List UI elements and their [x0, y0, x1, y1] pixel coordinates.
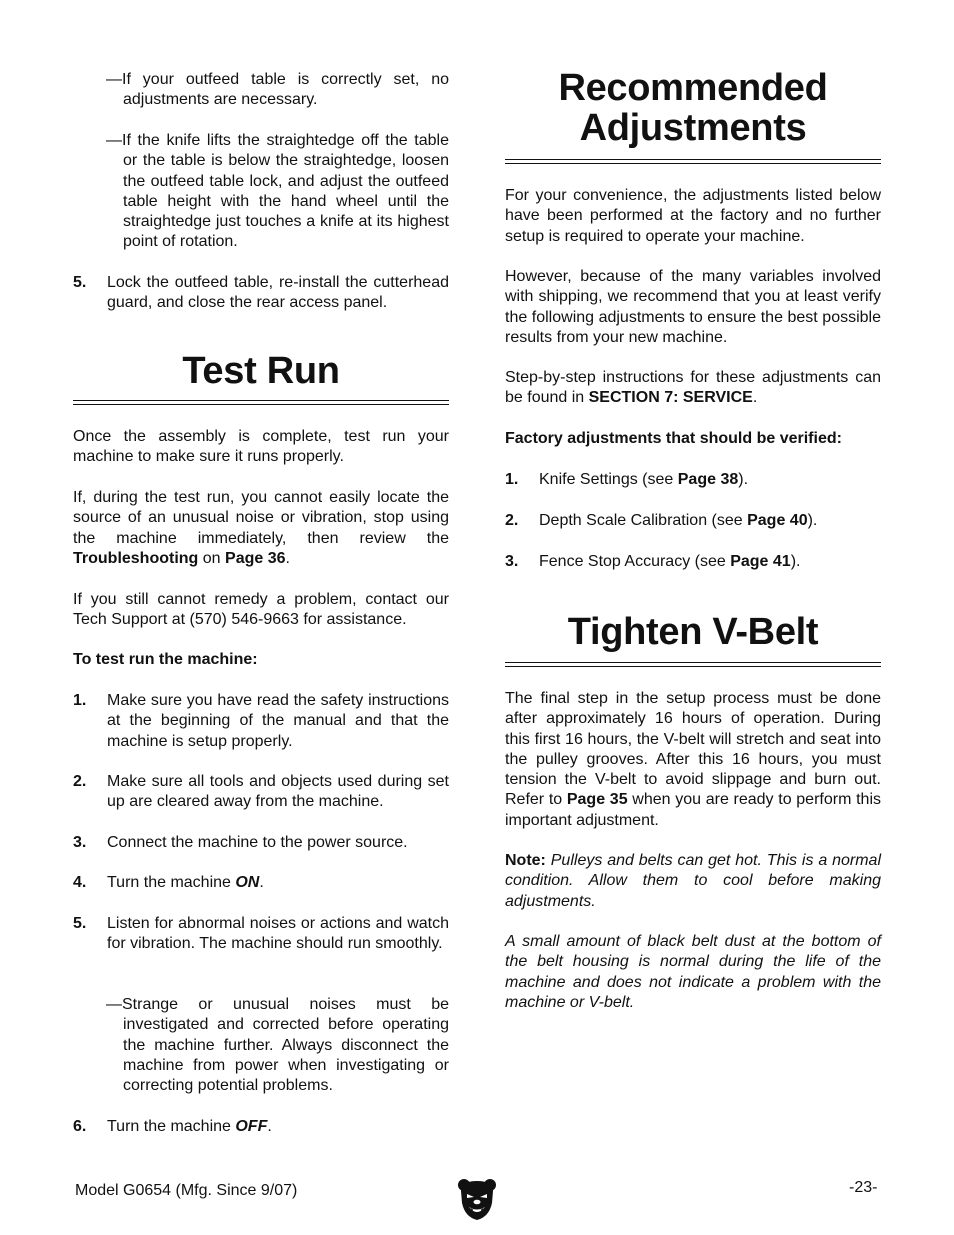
- note-label: Note:: [505, 852, 546, 869]
- item-number: 2.: [505, 512, 519, 529]
- section-rule: [505, 159, 881, 164]
- page-ref: Page 38: [677, 471, 739, 488]
- strange-noises-note: —Strange or unusual noises must be investigated and corrected before operating the machine further. Always disconnect the machine from power when investigating or correcting potential problems.: [106, 996, 449, 1095]
- text: .: [259, 874, 264, 891]
- test-step-6: [73, 1117, 449, 1137]
- step-text: Listen for abnormal noises or actions and watch for vibration. The machine should run smoothly.: [107, 915, 449, 953]
- step-number: 5.: [73, 274, 87, 291]
- test-run-subhead: To test run the machine:: [73, 651, 258, 668]
- step-text: Turn the machine: [107, 1118, 236, 1135]
- step-text: Make sure all tools and objects used during set up are cleared away from the machine.: [107, 773, 449, 811]
- note-text: Pulleys and belts can get hot. This is a normal condition. Allow them to cool before making adjustments.: [505, 852, 881, 910]
- step-5-lock: [73, 273, 449, 314]
- adjustment-item-3: [505, 552, 881, 572]
- footer-page-number: -23-: [849, 1179, 878, 1196]
- test-run-intro: Once the assembly is complete, test run your machine to make sure it runs properly.: [73, 428, 449, 466]
- adjustments-instructions: [505, 368, 881, 409]
- adjustments-intro: For your convenience, the adjustments listed below have been performed at the factory and no further setup is required to operate your machine.: [505, 187, 881, 245]
- footer-model: Model G0654 (Mfg. Since 9/07): [75, 1182, 298, 1199]
- heading-line-1: Recommended: [558, 67, 828, 109]
- bear-head-logo-icon: [457, 1177, 497, 1221]
- step-number: 2.: [73, 773, 87, 790]
- text: when you are ready to perform this important adjustment.: [505, 791, 882, 829]
- page-ref: Page 41: [730, 553, 791, 570]
- test-step-4: [73, 873, 449, 893]
- text: .: [267, 1118, 272, 1135]
- text: ).: [790, 553, 801, 570]
- step-text: Turn the machine: [107, 874, 236, 891]
- outfeed-adjust-note: —If the knife lifts the straightedge off the table or the table is below the straightedge, loosen the outfeed table lock, and adjust the outfeed table height with the hand wheel until the straightedge just touches a knife at its highest point of rotation.: [106, 132, 449, 251]
- tech-support-paragraph: If you still cannot remedy a problem, contact our Tech Support at (570) 546-9663 for assistance.: [73, 591, 449, 629]
- adjustments-variables: However, because of the many variables involved with shipping, we recommend that you at least verify the following adjustments to ensure the best possible results from your new machine.: [505, 268, 881, 346]
- test-step-5: [73, 914, 449, 955]
- step-number: 4.: [73, 874, 87, 891]
- recommended-adjustments-heading: [505, 68, 881, 148]
- text: .: [752, 389, 758, 407]
- section-rule: [505, 662, 881, 667]
- section-rule: [73, 400, 449, 405]
- step-text: Lock the outfeed table, re-install the cutterhead guard, and close the rear access panel.: [107, 274, 449, 312]
- page-ref: Page 35: [566, 791, 628, 809]
- vbelt-paragraph: [505, 689, 881, 831]
- page-ref: Page 40: [747, 512, 808, 529]
- heading-line-2: Adjustments: [579, 107, 807, 149]
- adjustment-item-2: [505, 511, 881, 531]
- adjustment-item-1: [505, 470, 881, 490]
- item-number: 3.: [505, 553, 519, 570]
- page-ref: Page 36: [225, 549, 286, 567]
- test-step-2: [73, 772, 449, 813]
- troubleshooting-ref: Troubleshooting: [73, 549, 199, 567]
- section-ref: SECTION 7: SERVICE: [588, 389, 753, 407]
- on-label: ON: [235, 874, 260, 891]
- text: ).: [807, 512, 818, 529]
- text: The final step in the setup process must be done after approximately 16 hours of operation. During this first 16 hours, the V-belt will stretch and seat into the pulley grooves. After this 16 hours, you must tension the V-belt to avoid slippage and burn out. Refer to: [505, 690, 881, 809]
- test-step-1: [73, 691, 449, 752]
- text: ).: [738, 471, 749, 488]
- text: .: [285, 549, 290, 567]
- outfeed-correct-note: —If your outfeed table is correctly set, no adjustments are necessary.: [106, 71, 449, 109]
- item-text: Depth Scale Calibration (see: [539, 512, 748, 529]
- step-text: Make sure you have read the safety instructions at the beginning of the manual and that the machine is setup properly.: [107, 692, 449, 750]
- text: If, during the test run, you cannot easily locate the source of an unusual noise or vibration, stop using the machine immediately, then review the: [73, 489, 449, 547]
- step-number: 6.: [73, 1118, 87, 1135]
- step-number: 1.: [73, 692, 87, 709]
- test-run-troubleshooting: [73, 488, 449, 569]
- pulley-note: [505, 851, 881, 912]
- item-text: Knife Settings (see: [539, 471, 678, 488]
- text: on: [198, 549, 226, 567]
- test-run-heading: Test Run: [182, 350, 340, 392]
- test-step-3: [73, 833, 449, 853]
- item-number: 1.: [505, 471, 519, 488]
- item-text: Fence Stop Accuracy (see: [539, 553, 731, 570]
- off-label: OFF: [235, 1118, 268, 1135]
- tighten-vbelt-heading: Tighten V-Belt: [567, 611, 819, 653]
- step-text: Connect the machine to the power source.: [107, 834, 408, 851]
- factory-adjustments-subhead: Factory adjustments that should be verified:: [505, 430, 842, 447]
- text: Step-by-step instructions for these adjustments can be found in: [505, 369, 881, 407]
- step-number: 3.: [73, 834, 87, 851]
- step-number: 5.: [73, 915, 87, 932]
- belt-dust-note: A small amount of black belt dust at the bottom of the belt housing is normal during the life of the machine and does not indicate a problem with the machine or V-belt.: [505, 933, 881, 1011]
